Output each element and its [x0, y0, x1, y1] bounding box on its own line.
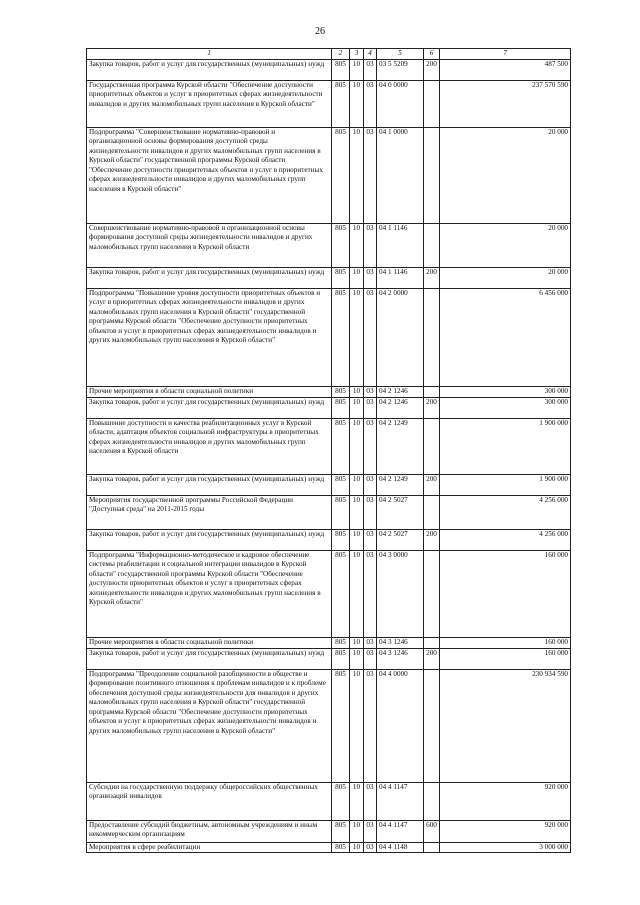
- amount: 160 000: [440, 550, 571, 637]
- admin-code: 805: [332, 397, 350, 418]
- item-name: Прочие мероприятия в области социальной политики: [87, 386, 332, 397]
- item-name: Закупка товаров, работ и услуг для государственных (муниципальных) нужд: [87, 529, 332, 550]
- section-code: 10: [350, 550, 364, 637]
- section-code: 10: [350, 59, 364, 80]
- expense-type-code: 200: [424, 648, 440, 669]
- header-cell: 5: [377, 49, 424, 60]
- subsection-code: 03: [364, 820, 377, 842]
- target-article-code: 04 3 1246: [377, 637, 424, 648]
- admin-code: 805: [332, 474, 350, 495]
- amount: 1 900 000: [440, 418, 571, 474]
- target-article-code: 04 2 1246: [377, 386, 424, 397]
- table-row: [87, 223, 571, 267]
- subsection-code: 03: [364, 474, 377, 495]
- target-article-code: 04 4 1147: [377, 782, 424, 820]
- expense-type-code: [424, 495, 440, 529]
- amount: 3 000 000: [440, 842, 571, 853]
- expense-type-code: 600: [424, 820, 440, 842]
- item-name: Подпрограмма "Повышение уровня доступности приоритетных объектов и услуг в приоритетных сферах жизнедеятельности инвалидов и других маломобильных групп населения в Курской области" государственной программы Курской области "Обеспечение доступности приоритетных объектов и услуг в приоритетных сферах жизнедеятельности инвалидов и других маломобильных групп населения в Курской области": [87, 288, 332, 386]
- expense-type-code: [424, 127, 440, 223]
- expense-type-code: 200: [424, 59, 440, 80]
- amount: 237 570 590: [440, 80, 571, 127]
- amount: 230 934 590: [440, 669, 571, 782]
- header-cell: 3: [350, 49, 364, 60]
- budget-table: [86, 48, 571, 853]
- amount: 20 000: [440, 223, 571, 267]
- header-cell: 6: [424, 49, 440, 60]
- subsection-code: 03: [364, 80, 377, 127]
- section-code: 10: [350, 782, 364, 820]
- header-row: [87, 49, 571, 60]
- subsection-code: 03: [364, 550, 377, 637]
- amount: 920 000: [440, 782, 571, 820]
- amount: 487 500: [440, 59, 571, 80]
- header-cell: 7: [440, 49, 571, 60]
- expense-type-code: [424, 80, 440, 127]
- table-row: [87, 267, 571, 288]
- table-row: [87, 386, 571, 397]
- section-code: 10: [350, 669, 364, 782]
- amount: 160 000: [440, 648, 571, 669]
- admin-code: 805: [332, 637, 350, 648]
- table-row: [87, 397, 571, 418]
- expense-type-code: [424, 842, 440, 853]
- section-code: 10: [350, 127, 364, 223]
- table-row: [87, 550, 571, 637]
- subsection-code: 03: [364, 59, 377, 80]
- subsection-code: 03: [364, 495, 377, 529]
- subsection-code: 03: [364, 637, 377, 648]
- amount: 1 900 000: [440, 474, 571, 495]
- target-article-code: 04 0 0000: [377, 80, 424, 127]
- admin-code: 805: [332, 223, 350, 267]
- expense-type-code: [424, 637, 440, 648]
- expense-type-code: [424, 223, 440, 267]
- item-name: Закупка товаров, работ и услуг для государственных (муниципальных) нужд: [87, 648, 332, 669]
- subsection-code: 03: [364, 782, 377, 820]
- amount: 300 000: [440, 397, 571, 418]
- expense-type-code: [424, 288, 440, 386]
- section-code: 10: [350, 637, 364, 648]
- subsection-code: 03: [364, 529, 377, 550]
- expense-type-code: [424, 782, 440, 820]
- subsection-code: 03: [364, 127, 377, 223]
- header-cell: 4: [364, 49, 377, 60]
- page-number: 26: [315, 26, 325, 37]
- target-article-code: 04 3 0000: [377, 550, 424, 637]
- target-article-code: 04 2 1249: [377, 474, 424, 495]
- target-article-code: 04 2 5027: [377, 529, 424, 550]
- table-row: [87, 669, 571, 782]
- admin-code: 805: [332, 495, 350, 529]
- target-article-code: 03 5 5209: [377, 59, 424, 80]
- table-row: [87, 418, 571, 474]
- admin-code: 805: [332, 648, 350, 669]
- amount: 160 000: [440, 637, 571, 648]
- item-name: Мероприятия государственной программы Российской Федерации "Доступная среда" на 2011-2015 годы: [87, 495, 332, 529]
- item-name: Совершенствование нормативно-правовой и организационной основы формирования доступной среды жизнедеятельности инвалидов и других маломобильных групп населения в Курской области: [87, 223, 332, 267]
- table-row: [87, 59, 571, 80]
- section-code: 10: [350, 267, 364, 288]
- table-row: [87, 820, 571, 842]
- section-code: 10: [350, 648, 364, 669]
- expense-type-code: 200: [424, 474, 440, 495]
- table-row: [87, 648, 571, 669]
- amount: 920 000: [440, 820, 571, 842]
- item-name: Подпрограмма "Преодоление социальной разобщенности в обществе и формирование позитивного отношения к проблемам инвалидов и к проблеме обеспечения доступной среды жизнедеятельности для инвалидов и других маломобильных групп населения в Курской области" государственной программы Курской области "Обеспечение доступности приоритетных объектов и услуг в приоритетных сферах жизнедеятельности инвалидов и других маломобильных групп населения в Курской области": [87, 669, 332, 782]
- section-code: 10: [350, 386, 364, 397]
- admin-code: 805: [332, 820, 350, 842]
- section-code: 10: [350, 397, 364, 418]
- item-name: Закупка товаров, работ и услуг для государственных (муниципальных) нужд: [87, 59, 332, 80]
- item-name: Предоставление субсидий бюджетным, автономным учреждениям и иным некоммерческим организациям: [87, 820, 332, 842]
- section-code: 10: [350, 223, 364, 267]
- section-code: 10: [350, 820, 364, 842]
- subsection-code: 03: [364, 418, 377, 474]
- expense-type-code: 200: [424, 397, 440, 418]
- target-article-code: 04 1 1146: [377, 267, 424, 288]
- item-name: Подпрограмма "Информационно-методическое и кадровое обеспечение системы реабилитации и социальной интеграции инвалидов в Курской области" государственной программы Курской области "Обеспечение доступности приоритетных объектов и услуг в приоритетных сферах жизнедеятельности инвалидов и других маломобильных групп населения в Курской области": [87, 550, 332, 637]
- admin-code: 805: [332, 59, 350, 80]
- table-row: [87, 637, 571, 648]
- item-name: Закупка товаров, работ и услуг для государственных (муниципальных) нужд: [87, 474, 332, 495]
- section-code: 10: [350, 288, 364, 386]
- admin-code: 805: [332, 80, 350, 127]
- subsection-code: 03: [364, 669, 377, 782]
- item-name: Повышение доступности и качества реабилитационных услуг в Курской области, адаптация объектов социальной инфраструктуры в приоритетных сферах жизнедеятельности инвалидов и других маломобильных групп населения в Курской области: [87, 418, 332, 474]
- admin-code: 805: [332, 550, 350, 637]
- subsection-code: 03: [364, 386, 377, 397]
- target-article-code: 04 1 0000: [377, 127, 424, 223]
- subsection-code: 03: [364, 648, 377, 669]
- subsection-code: 03: [364, 288, 377, 386]
- target-article-code: 04 4 1148: [377, 842, 424, 853]
- amount: 20 000: [440, 127, 571, 223]
- target-article-code: 04 2 1246: [377, 397, 424, 418]
- target-article-code: 04 4 0000: [377, 669, 424, 782]
- amount: 6 456 000: [440, 288, 571, 386]
- item-name: Закупка товаров, работ и услуг для государственных (муниципальных) нужд: [87, 267, 332, 288]
- section-code: 10: [350, 529, 364, 550]
- table-row: [87, 842, 571, 853]
- header-cell: 1: [87, 49, 332, 60]
- section-code: 10: [350, 80, 364, 127]
- section-code: 10: [350, 842, 364, 853]
- admin-code: 805: [332, 418, 350, 474]
- header-cell: 2: [332, 49, 350, 60]
- target-article-code: 04 3 1246: [377, 648, 424, 669]
- admin-code: 805: [332, 782, 350, 820]
- subsection-code: 03: [364, 397, 377, 418]
- section-code: 10: [350, 495, 364, 529]
- target-article-code: 04 2 1249: [377, 418, 424, 474]
- target-article-code: 04 2 0000: [377, 288, 424, 386]
- admin-code: 805: [332, 288, 350, 386]
- expense-type-code: [424, 669, 440, 782]
- expense-type-code: [424, 550, 440, 637]
- item-name: Подпрограмма "Совершенствование нормативно-правовой и организационной основы формирования доступной среды жизнедеятельности инвалидов и других маломобильных групп населения в Курской области" государственной программы Курской области "Обеспечение доступности приоритетных объектов и услуг в приоритетных сферах жизнедеятельности инвалидов и других маломобильных групп населения в Курской области": [87, 127, 332, 223]
- admin-code: 805: [332, 386, 350, 397]
- expense-type-code: [424, 386, 440, 397]
- table-row: [87, 474, 571, 495]
- item-name: Прочие мероприятия в области социальной политики: [87, 637, 332, 648]
- item-name: Закупка товаров, работ и услуг для государственных (муниципальных) нужд: [87, 397, 332, 418]
- table-row: [87, 529, 571, 550]
- expense-type-code: [424, 418, 440, 474]
- admin-code: 805: [332, 127, 350, 223]
- amount: 20 000: [440, 267, 571, 288]
- target-article-code: 04 2 5027: [377, 495, 424, 529]
- table-row: [87, 495, 571, 529]
- amount: 300 000: [440, 386, 571, 397]
- amount: 4 256 000: [440, 529, 571, 550]
- admin-code: 805: [332, 529, 350, 550]
- expense-type-code: 200: [424, 529, 440, 550]
- target-article-code: 04 1 1146: [377, 223, 424, 267]
- subsection-code: 03: [364, 842, 377, 853]
- table-row: [87, 288, 571, 386]
- admin-code: 805: [332, 842, 350, 853]
- target-article-code: 04 4 1147: [377, 820, 424, 842]
- table-row: [87, 80, 571, 127]
- admin-code: 805: [332, 267, 350, 288]
- section-code: 10: [350, 474, 364, 495]
- subsection-code: 03: [364, 223, 377, 267]
- item-name: Субсидии на государственную поддержку общероссийских общественных организаций инвалидов: [87, 782, 332, 820]
- amount: 4 256 000: [440, 495, 571, 529]
- subsection-code: 03: [364, 267, 377, 288]
- expense-type-code: 200: [424, 267, 440, 288]
- item-name: Мероприятия в сфере реабилитации: [87, 842, 332, 853]
- section-code: 10: [350, 418, 364, 474]
- table-row: [87, 782, 571, 820]
- item-name: Государственная программа Курской области "Обеспечение доступности приоритетных объектов и услуг в приоритетных сферах жизнедеятельности инвалидов и других маломобильных групп населения в Курской области": [87, 80, 332, 127]
- table-row: [87, 127, 571, 223]
- admin-code: 805: [332, 669, 350, 782]
